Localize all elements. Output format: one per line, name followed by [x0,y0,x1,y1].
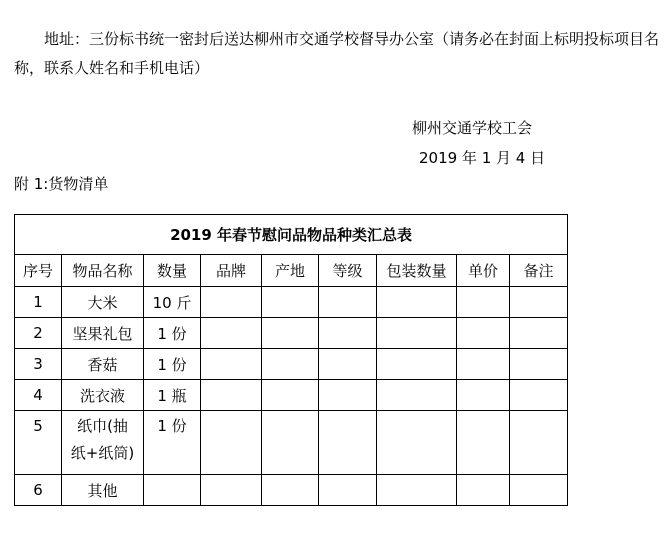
price-cell [457,349,510,380]
brand-cell [201,380,262,411]
column-header: 数量 [144,255,201,287]
item-name [62,411,144,475]
item-name: 洗衣液 [62,380,144,411]
item-quantity: 10 斤 [144,287,201,318]
signing-date: 2019 年 1 月 4 日 [419,149,546,167]
remark-cell [510,411,568,475]
row-number: 3 [15,349,62,380]
table-row [15,318,568,349]
item-name: 大米 [62,287,144,318]
grade-cell [319,349,377,380]
row-number: 6 [15,475,62,506]
brand-cell [201,475,262,506]
origin-cell [262,287,319,318]
row-number: 5 [15,411,62,475]
item-name: 坚果礼包 [62,318,144,349]
grade-cell [319,287,377,318]
column-header: 等级 [319,255,377,287]
address-paragraph: 地址：三份标书统一密封后送达柳州市交通学校督导办公室（请务必在封面上标明投标项目名称，联系人姓名和手机电话） [14,30,660,77]
item-quantity: 1 份 [144,318,201,349]
table-row [15,411,568,475]
brand-cell [201,318,262,349]
price-cell [457,411,510,475]
column-header: 产地 [262,255,319,287]
brand-cell [201,411,262,475]
column-header: 品牌 [201,255,262,287]
price-cell [457,475,510,506]
grade-cell [319,380,377,411]
grade-cell [319,318,377,349]
package-cell [377,318,457,349]
brand-cell [201,349,262,380]
item-quantity: 1 份 [144,349,201,380]
item-name: 其他 [62,475,144,506]
row-number: 2 [15,318,62,349]
package-cell [377,380,457,411]
table-row [15,475,568,506]
package-cell [377,349,457,380]
grade-cell [319,475,377,506]
remark-cell [510,475,568,506]
package-cell [377,475,457,506]
table-row [15,349,568,380]
column-header: 备注 [510,255,568,287]
goods-table [14,214,568,506]
brand-cell [201,287,262,318]
signer-name: 柳州交通学校工会 [412,119,533,137]
item-quantity: 1 瓶 [144,380,201,411]
item-name: 香菇 [62,349,144,380]
item-quantity [144,475,201,506]
price-cell [457,318,510,349]
attachment-label: 附 1:货物清单 [14,175,109,193]
origin-cell [262,349,319,380]
package-cell [377,411,457,475]
column-header: 物品名称 [62,255,144,287]
origin-cell [262,411,319,475]
row-number: 1 [15,287,62,318]
remark-cell [510,287,568,318]
row-number: 4 [15,380,62,411]
remark-cell [510,349,568,380]
item-quantity: 1 份 [144,411,201,475]
grade-cell [319,411,377,475]
item-name-line: 纸+纸筒) [70,444,135,462]
column-header: 包装数量 [377,255,457,287]
item-name-line: 纸巾(抽 [77,417,128,435]
price-cell [457,380,510,411]
origin-cell [262,380,319,411]
column-header: 单价 [457,255,510,287]
table-header-row [15,255,568,287]
remark-cell [510,380,568,411]
table-row [15,380,568,411]
package-cell [377,287,457,318]
origin-cell [262,475,319,506]
table-title: 2019 年春节慰问品物品种类汇总表 [15,215,568,255]
price-cell [457,287,510,318]
table-row [15,287,568,318]
remark-cell [510,318,568,349]
origin-cell [262,318,319,349]
column-header: 序号 [15,255,62,287]
